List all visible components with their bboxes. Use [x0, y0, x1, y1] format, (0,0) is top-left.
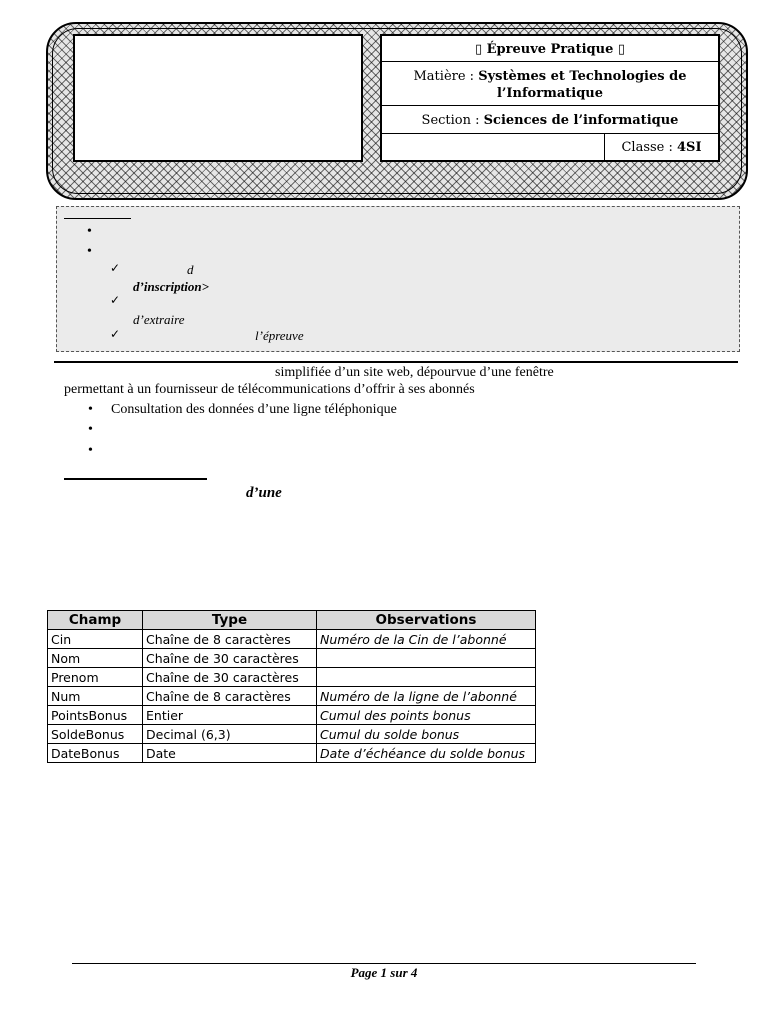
table-cell: Chaîne de 8 caractères	[143, 630, 317, 649]
bullet-icon: •	[88, 422, 93, 437]
bullet-icon: •	[87, 224, 92, 239]
table-header-row	[48, 611, 536, 630]
bullet-icon: •	[88, 402, 93, 417]
table-cell	[317, 649, 536, 668]
feature-item: Consultation des données d’une ligne téléphonique	[111, 402, 397, 417]
column-header: Type	[143, 611, 317, 630]
subject-value: Systèmes et Technologies de l’Informatique	[478, 69, 687, 101]
table-cell	[317, 668, 536, 687]
section-fragment: d’une	[246, 485, 282, 501]
table-cell: Nom	[48, 649, 143, 668]
page-number: Page 1 sur 4	[350, 965, 418, 980]
table-cell: Prenom	[48, 668, 143, 687]
checkmark-icon: ✓	[110, 327, 121, 341]
table-cell: Cumul du solde bonus	[317, 725, 536, 744]
table-row	[48, 725, 536, 744]
instruction-text: d’inscription>	[133, 279, 210, 294]
table-row	[48, 744, 536, 763]
column-header: Champ	[48, 611, 143, 630]
table-row	[48, 668, 536, 687]
instructions-heading-underline	[64, 218, 131, 219]
exam-info-box	[380, 34, 720, 162]
table-cell: PointsBonus	[48, 706, 143, 725]
section-heading-underline	[64, 478, 207, 480]
column-header: Observations	[317, 611, 536, 630]
bullet-icon: •	[88, 443, 93, 458]
table-cell: Date	[143, 744, 317, 763]
section-label: Section :	[421, 113, 484, 128]
logo-placeholder	[73, 34, 363, 162]
table-cell: DateBonus	[48, 744, 143, 763]
table-cell: SoldeBonus	[48, 725, 143, 744]
table-row	[48, 706, 536, 725]
table-cell: Numéro de la ligne de l’abonné	[317, 687, 536, 706]
class-row	[382, 134, 718, 160]
intro-line-2: permettant à un fournisseur de télécommunications d’offrir à ses abonnés	[64, 382, 475, 397]
table-cell: Decimal (6,3)	[143, 725, 317, 744]
instruction-text: d’extraire	[133, 312, 185, 327]
table-row	[48, 649, 536, 668]
table-cell: Entier	[143, 706, 317, 725]
table-cell: Chaîne de 30 caractères	[143, 668, 317, 687]
exam-title: ▯ Épreuve Pratique ▯	[382, 36, 718, 62]
table-row	[48, 630, 536, 649]
class-label: Classe :	[621, 140, 678, 155]
subject-label: Matière :	[413, 69, 479, 84]
bullet-icon: •	[87, 244, 92, 259]
table-cell: Chaîne de 30 caractères	[143, 649, 317, 668]
footer-rule	[72, 963, 696, 964]
table-cell: Cin	[48, 630, 143, 649]
horizontal-rule	[54, 361, 738, 363]
table-cell: Date d’échéance du solde bonus	[317, 744, 536, 763]
instruction-text: l’épreuve	[255, 328, 304, 343]
intro-line-1: simplifiée d’un site web, dépourvue d’une fenêtre	[275, 365, 554, 380]
instruction-text: d	[187, 262, 194, 277]
checkmark-icon: ✓	[110, 293, 121, 307]
checkmark-icon: ✓	[110, 261, 121, 275]
table-cell: Num	[48, 687, 143, 706]
table-cell: Numéro de la Cin de l’abonné	[317, 630, 536, 649]
table-cell: Cumul des points bonus	[317, 706, 536, 725]
table-row	[48, 687, 536, 706]
fields-table	[47, 610, 536, 763]
section-row	[382, 106, 718, 134]
class-cell	[605, 139, 718, 156]
section-value: Sciences de l’informatique	[483, 113, 679, 128]
class-value: 4SI	[677, 140, 702, 155]
table-cell: Chaîne de 8 caractères	[143, 687, 317, 706]
subject-row	[382, 62, 718, 106]
